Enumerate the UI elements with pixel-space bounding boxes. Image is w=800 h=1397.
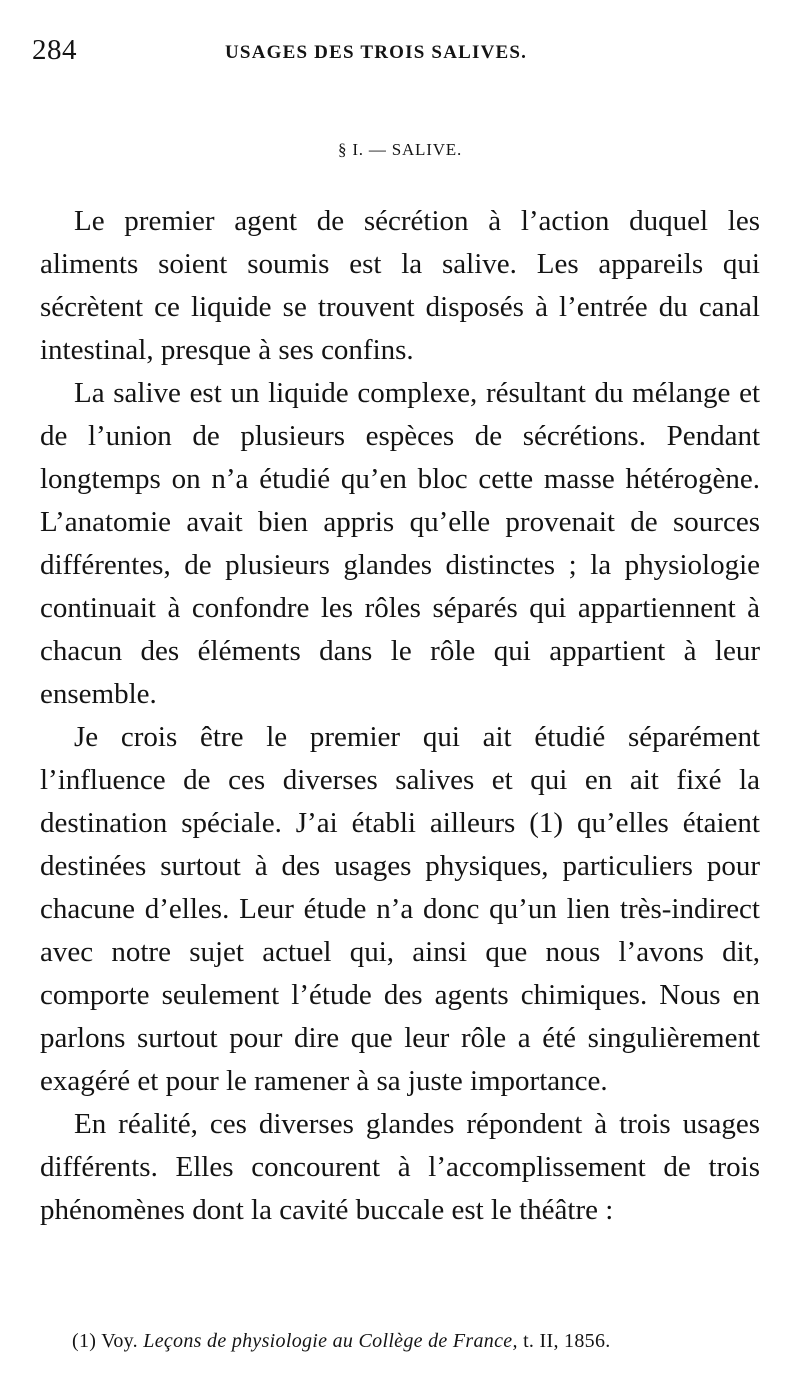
page-header [30, 34, 770, 74]
footnote-suffix: t. II, 1856. [523, 1330, 611, 1352]
body-text [40, 200, 760, 1232]
paragraph-2: La salive est un liquide complexe, résultant du mélange et de l’union de plusieurs espèces de sécrétions. Pendant longtemps on n’a étudié qu’en bloc cette masse hétérogène. L’anatomie avait bien appris qu’elle provenait de sources différentes, de plusieurs glandes distinctes ; la physiologie continuait à confondre les rôles séparés qui appartiennent à chacun des éléments dans le rôle qui appartient à leur ensemble. [40, 377, 760, 710]
paragraph-3: Je crois être le premier qui ait étudié séparément l’influence de ces diverses salives et qui en ait fixé la destination spéciale. J’ai établi ailleurs (1) qu’elles étaient destinées surtout à des usages physiques, particuliers pour chacune d’elles. Leur étude n’a donc qu’un lien très-indirect avec notre sujet actuel qui, ainsi que nous l’avons dit, comporte seulement l’étude des agents chimiques. Nous en parlons surtout pour dire que leur rôle a été singulièrement exagéré et pour le ramener à sa juste importance. [40, 721, 760, 1097]
paragraph-1: Le premier agent de sécrétion à l’action duquel les aliments soient soumis est la salive. Les appareils qui sécrètent ce liquide se trouvent disposés à l’entrée du canal intestinal, presque à ses confins. [40, 205, 760, 366]
footnote-prefix: Voy. [101, 1330, 138, 1352]
page-number: 284 [32, 34, 77, 66]
footnote [72, 1330, 772, 1353]
paragraph-4: En réalité, ces diverses glandes répondent à trois usages différents. Elles concourent à l’accomplissement de trois phénomènes dont la cavité buccale est le théâtre : [40, 1108, 760, 1226]
footnote-marker: (1) [72, 1330, 97, 1352]
running-title: USAGES DES TROIS SALIVES. [225, 42, 528, 63]
footnote-title: Leçons de physiologie au Collège de France, [143, 1330, 518, 1352]
section-title: § I. — SALIVE. [337, 140, 463, 159]
